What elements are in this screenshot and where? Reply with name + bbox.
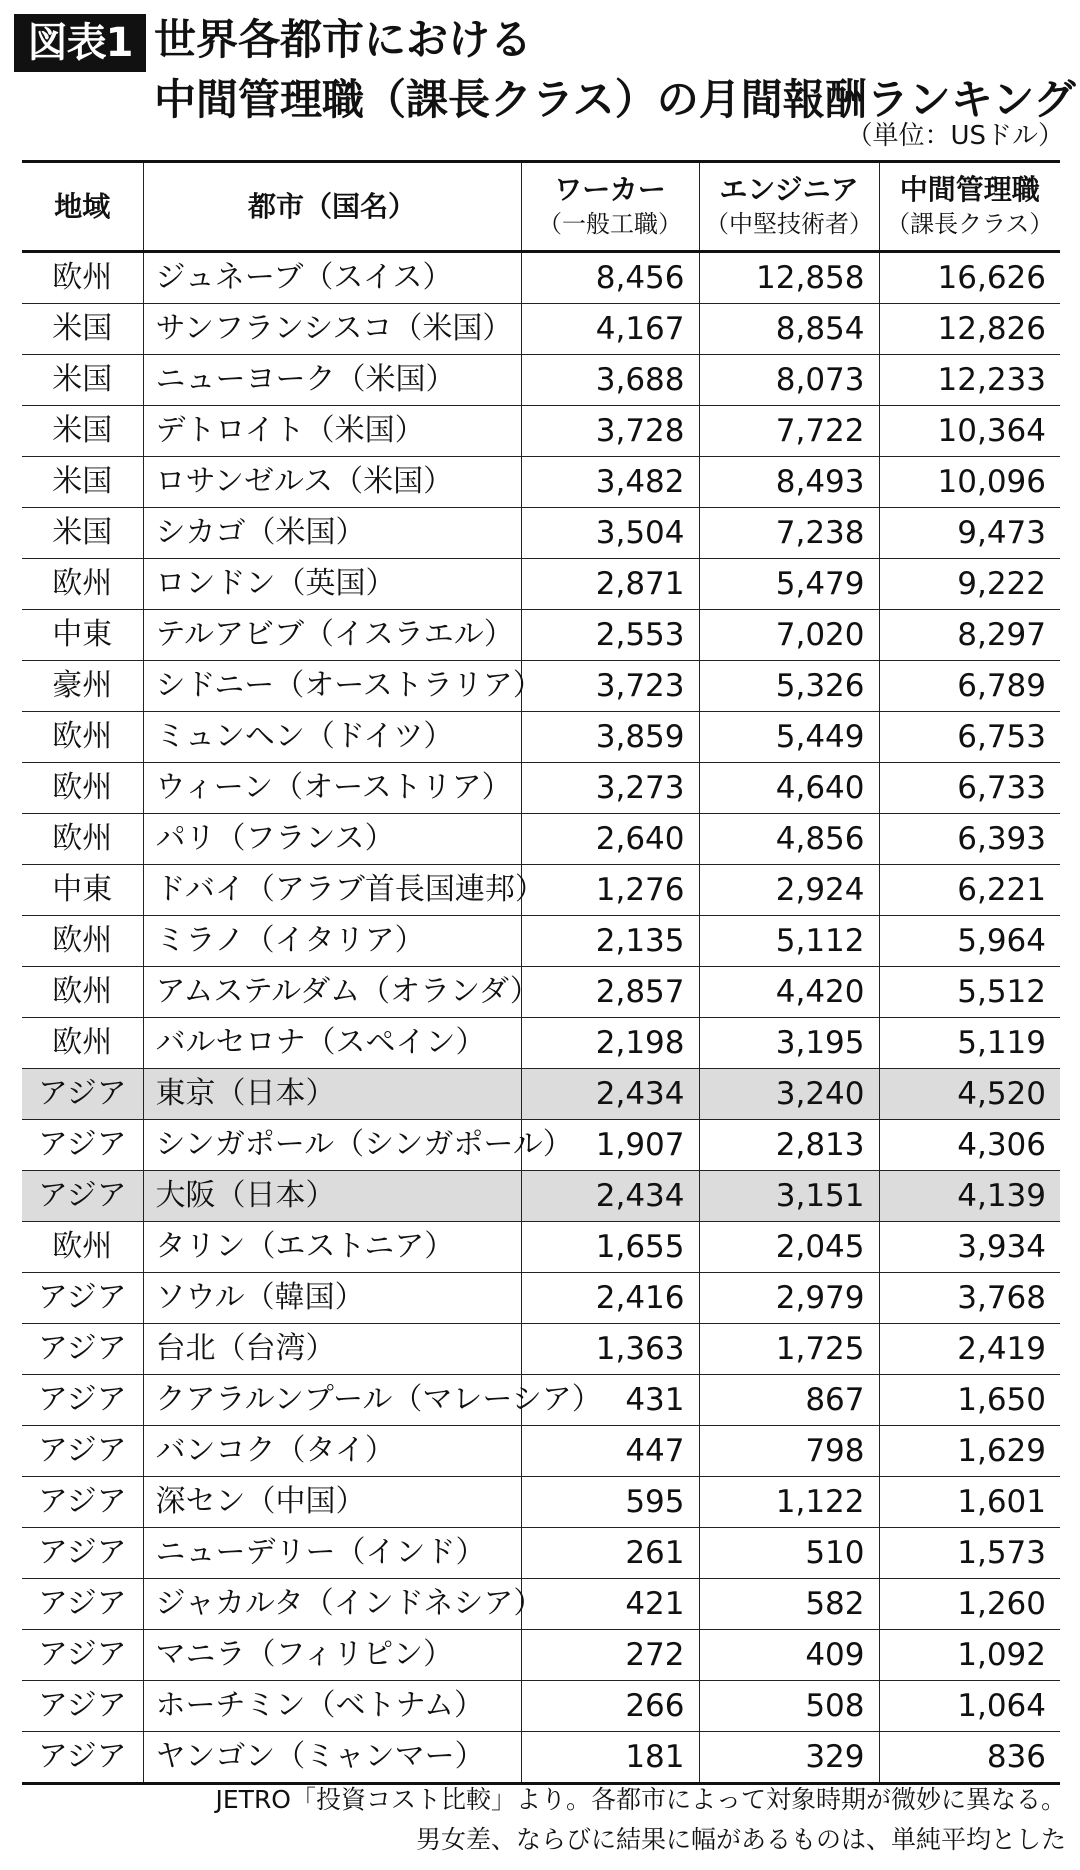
cell-engineer: 3,240 <box>699 1069 879 1120</box>
cell-region: 米国 <box>22 508 143 559</box>
cell-engineer: 1,725 <box>699 1324 879 1375</box>
cell-worker: 3,482 <box>521 457 699 508</box>
cell-region: アジア <box>22 1681 143 1732</box>
cell-engineer: 5,112 <box>699 916 879 967</box>
cell-city: ジャカルタ（インドネシア） <box>143 1579 521 1630</box>
salary-ranking-table <box>22 160 1060 1785</box>
table-row <box>22 763 1060 814</box>
cell-worker: 3,504 <box>521 508 699 559</box>
cell-region: 欧州 <box>22 252 143 304</box>
table-row <box>22 1069 1060 1120</box>
cell-manager: 16,626 <box>879 252 1060 304</box>
header-worker-sub: （一般工職） <box>538 209 682 238</box>
header-worker-label: ワーカー <box>554 172 666 206</box>
cell-worker: 8,456 <box>521 252 699 304</box>
cell-engineer: 867 <box>699 1375 879 1426</box>
cell-city: ジュネーブ（スイス） <box>143 252 521 304</box>
cell-manager: 9,222 <box>879 559 1060 610</box>
cell-region: 欧州 <box>22 559 143 610</box>
cell-region: アジア <box>22 1732 143 1784</box>
cell-city: ニューデリー（インド） <box>143 1528 521 1579</box>
table-row <box>22 865 1060 916</box>
table-row <box>22 1171 1060 1222</box>
cell-engineer: 798 <box>699 1426 879 1477</box>
cell-engineer: 7,238 <box>699 508 879 559</box>
cell-region: 米国 <box>22 406 143 457</box>
cell-worker: 3,273 <box>521 763 699 814</box>
unit-label: （単位：USドル） <box>846 121 1064 151</box>
header-region <box>22 162 143 252</box>
cell-city: アムステルダム（オランダ） <box>143 967 521 1018</box>
cell-engineer: 582 <box>699 1579 879 1630</box>
cell-engineer: 5,479 <box>699 559 879 610</box>
cell-manager: 10,096 <box>879 457 1060 508</box>
cell-manager: 6,393 <box>879 814 1060 865</box>
cell-worker: 595 <box>521 1477 699 1528</box>
source-note-line-1: JETRO「投資コスト比較」より。各都市によって対象時期が微妙に異なる。 <box>215 1785 1066 1814</box>
cell-region: 米国 <box>22 304 143 355</box>
cell-city: ソウル（韓国） <box>143 1273 521 1324</box>
cell-region: 米国 <box>22 355 143 406</box>
cell-city: 深セン（中国） <box>143 1477 521 1528</box>
cell-worker: 421 <box>521 1579 699 1630</box>
table-row <box>22 1630 1060 1681</box>
cell-worker: 272 <box>521 1630 699 1681</box>
cell-worker: 181 <box>521 1732 699 1784</box>
header-region-label: 地域 <box>54 189 111 223</box>
cell-worker: 431 <box>521 1375 699 1426</box>
cell-region: 豪州 <box>22 661 143 712</box>
table-row <box>22 1324 1060 1375</box>
cell-region: アジア <box>22 1528 143 1579</box>
cell-engineer: 510 <box>699 1528 879 1579</box>
cell-worker: 261 <box>521 1528 699 1579</box>
cell-engineer: 329 <box>699 1732 879 1784</box>
cell-engineer: 409 <box>699 1630 879 1681</box>
cell-manager: 3,934 <box>879 1222 1060 1273</box>
cell-manager: 1,573 <box>879 1528 1060 1579</box>
cell-worker: 447 <box>521 1426 699 1477</box>
title-line-2: 中間管理職（課長クラス）の月間報酬ランキング <box>154 75 1076 124</box>
cell-city: クアラルンプール（マレーシア） <box>143 1375 521 1426</box>
cell-region: 中東 <box>22 610 143 661</box>
header-row <box>22 162 1060 252</box>
cell-engineer: 2,924 <box>699 865 879 916</box>
cell-engineer: 12,858 <box>699 252 879 304</box>
table-row <box>22 1426 1060 1477</box>
cell-region: アジア <box>22 1324 143 1375</box>
cell-city: ウィーン（オーストリア） <box>143 763 521 814</box>
cell-city: バルセロナ（スペイン） <box>143 1018 521 1069</box>
header-engineer <box>699 162 879 252</box>
cell-city: シンガポール（シンガポール） <box>143 1120 521 1171</box>
cell-city: バンコク（タイ） <box>143 1426 521 1477</box>
cell-worker: 3,728 <box>521 406 699 457</box>
table-row <box>22 1273 1060 1324</box>
cell-worker: 3,723 <box>521 661 699 712</box>
table-row <box>22 1018 1060 1069</box>
cell-region: 欧州 <box>22 712 143 763</box>
cell-manager: 6,789 <box>879 661 1060 712</box>
cell-engineer: 4,856 <box>699 814 879 865</box>
table-row <box>22 1579 1060 1630</box>
cell-city: タリン（エストニア） <box>143 1222 521 1273</box>
cell-engineer: 8,493 <box>699 457 879 508</box>
title-line-1: 世界各都市における <box>154 15 533 64</box>
cell-engineer: 2,045 <box>699 1222 879 1273</box>
table-row <box>22 1222 1060 1273</box>
cell-worker: 2,857 <box>521 967 699 1018</box>
cell-worker: 2,135 <box>521 916 699 967</box>
cell-region: 米国 <box>22 457 143 508</box>
cell-manager: 6,221 <box>879 865 1060 916</box>
cell-city: ホーチミン（ベトナム） <box>143 1681 521 1732</box>
table-row <box>22 610 1060 661</box>
cell-city: デトロイト（米国） <box>143 406 521 457</box>
table-row <box>22 252 1060 304</box>
cell-worker: 2,553 <box>521 610 699 661</box>
cell-manager: 6,733 <box>879 763 1060 814</box>
table-row <box>22 559 1060 610</box>
cell-worker: 2,640 <box>521 814 699 865</box>
cell-manager: 4,306 <box>879 1120 1060 1171</box>
cell-manager: 10,364 <box>879 406 1060 457</box>
cell-region: 欧州 <box>22 1222 143 1273</box>
cell-city: パリ（フランス） <box>143 814 521 865</box>
cell-manager: 1,650 <box>879 1375 1060 1426</box>
cell-region: アジア <box>22 1477 143 1528</box>
cell-engineer: 5,326 <box>699 661 879 712</box>
table-body <box>22 252 1060 1784</box>
cell-engineer: 3,151 <box>699 1171 879 1222</box>
cell-city: テルアビブ（イスラエル） <box>143 610 521 661</box>
cell-engineer: 7,722 <box>699 406 879 457</box>
cell-manager: 1,092 <box>879 1630 1060 1681</box>
cell-city: シカゴ（米国） <box>143 508 521 559</box>
cell-worker: 2,434 <box>521 1171 699 1222</box>
cell-city: ニューヨーク（米国） <box>143 355 521 406</box>
cell-manager: 1,601 <box>879 1477 1060 1528</box>
header-city <box>143 162 521 252</box>
cell-engineer: 508 <box>699 1681 879 1732</box>
cell-city: 台北（台湾） <box>143 1324 521 1375</box>
cell-worker: 2,416 <box>521 1273 699 1324</box>
header-worker <box>521 162 699 252</box>
header-engineer-label: エンジニア <box>719 172 859 206</box>
cell-worker: 2,871 <box>521 559 699 610</box>
cell-region: アジア <box>22 1630 143 1681</box>
table-row <box>22 712 1060 763</box>
figure-badge: 図表1 <box>14 14 146 72</box>
cell-manager: 3,768 <box>879 1273 1060 1324</box>
table-row <box>22 1477 1060 1528</box>
source-note <box>216 1780 1067 1860</box>
table-row <box>22 406 1060 457</box>
cell-city: 大阪（日本） <box>143 1171 521 1222</box>
cell-manager: 5,964 <box>879 916 1060 967</box>
table-row <box>22 1681 1060 1732</box>
cell-engineer: 8,073 <box>699 355 879 406</box>
source-note-line-2: 男女差、ならびに結果に幅があるものは、単純平均とした <box>415 1825 1066 1854</box>
cell-worker: 266 <box>521 1681 699 1732</box>
cell-engineer: 3,195 <box>699 1018 879 1069</box>
cell-city: ロサンゼルス（米国） <box>143 457 521 508</box>
cell-manager: 1,629 <box>879 1426 1060 1477</box>
cell-city: 東京（日本） <box>143 1069 521 1120</box>
figure-header <box>14 8 1076 151</box>
header-manager <box>879 162 1060 252</box>
table-row <box>22 1732 1060 1784</box>
cell-region: アジア <box>22 1273 143 1324</box>
cell-manager: 6,753 <box>879 712 1060 763</box>
cell-manager: 5,119 <box>879 1018 1060 1069</box>
cell-worker: 1,655 <box>521 1222 699 1273</box>
cell-manager: 1,064 <box>879 1681 1060 1732</box>
cell-region: アジア <box>22 1375 143 1426</box>
cell-worker: 3,859 <box>521 712 699 763</box>
cell-worker: 2,198 <box>521 1018 699 1069</box>
cell-manager: 9,473 <box>879 508 1060 559</box>
cell-manager: 4,520 <box>879 1069 1060 1120</box>
table-row <box>22 916 1060 967</box>
cell-engineer: 4,640 <box>699 763 879 814</box>
cell-region: 欧州 <box>22 916 143 967</box>
cell-region: 欧州 <box>22 967 143 1018</box>
cell-city: ミュンヘン（ドイツ） <box>143 712 521 763</box>
cell-engineer: 7,020 <box>699 610 879 661</box>
header-manager-sub: （課長クラス） <box>886 209 1054 238</box>
cell-worker: 1,907 <box>521 1120 699 1171</box>
cell-manager: 2,419 <box>879 1324 1060 1375</box>
cell-city: ミラノ（イタリア） <box>143 916 521 967</box>
cell-engineer: 1,122 <box>699 1477 879 1528</box>
cell-region: アジア <box>22 1426 143 1477</box>
cell-city: ドバイ（アラブ首長国連邦） <box>143 865 521 916</box>
cell-worker: 2,434 <box>521 1069 699 1120</box>
cell-manager: 836 <box>879 1732 1060 1784</box>
table-row <box>22 661 1060 712</box>
cell-engineer: 2,813 <box>699 1120 879 1171</box>
cell-region: 欧州 <box>22 763 143 814</box>
cell-region: 中東 <box>22 865 143 916</box>
cell-city: マニラ（フィリピン） <box>143 1630 521 1681</box>
cell-region: アジア <box>22 1120 143 1171</box>
table-row <box>22 1120 1060 1171</box>
cell-manager: 12,826 <box>879 304 1060 355</box>
table-row <box>22 1528 1060 1579</box>
cell-city: ヤンゴン（ミャンマー） <box>143 1732 521 1784</box>
cell-worker: 1,363 <box>521 1324 699 1375</box>
cell-region: アジア <box>22 1171 143 1222</box>
cell-engineer: 5,449 <box>699 712 879 763</box>
cell-engineer: 8,854 <box>699 304 879 355</box>
cell-city: サンフランシスコ（米国） <box>143 304 521 355</box>
cell-manager: 4,139 <box>879 1171 1060 1222</box>
cell-region: アジア <box>22 1579 143 1630</box>
table-row <box>22 457 1060 508</box>
cell-worker: 4,167 <box>521 304 699 355</box>
cell-region: アジア <box>22 1069 143 1120</box>
cell-manager: 5,512 <box>879 967 1060 1018</box>
cell-engineer: 4,420 <box>699 967 879 1018</box>
cell-region: 欧州 <box>22 1018 143 1069</box>
table-row <box>22 508 1060 559</box>
table-header <box>22 162 1060 252</box>
cell-worker: 1,276 <box>521 865 699 916</box>
table-row <box>22 1375 1060 1426</box>
header-manager-label: 中間管理職 <box>899 172 1040 206</box>
cell-region: 欧州 <box>22 814 143 865</box>
table-row <box>22 814 1060 865</box>
table-row <box>22 304 1060 355</box>
cell-city: シドニー（オーストラリア） <box>143 661 521 712</box>
cell-manager: 1,260 <box>879 1579 1060 1630</box>
cell-manager: 12,233 <box>879 355 1060 406</box>
cell-worker: 3,688 <box>521 355 699 406</box>
cell-manager: 8,297 <box>879 610 1060 661</box>
header-engineer-sub: （中堅技術者） <box>705 209 873 238</box>
cell-city: ロンドン（英国） <box>143 559 521 610</box>
header-city-label: 都市（国名） <box>247 189 416 223</box>
table-row <box>22 355 1060 406</box>
cell-engineer: 2,979 <box>699 1273 879 1324</box>
table-row <box>22 967 1060 1018</box>
